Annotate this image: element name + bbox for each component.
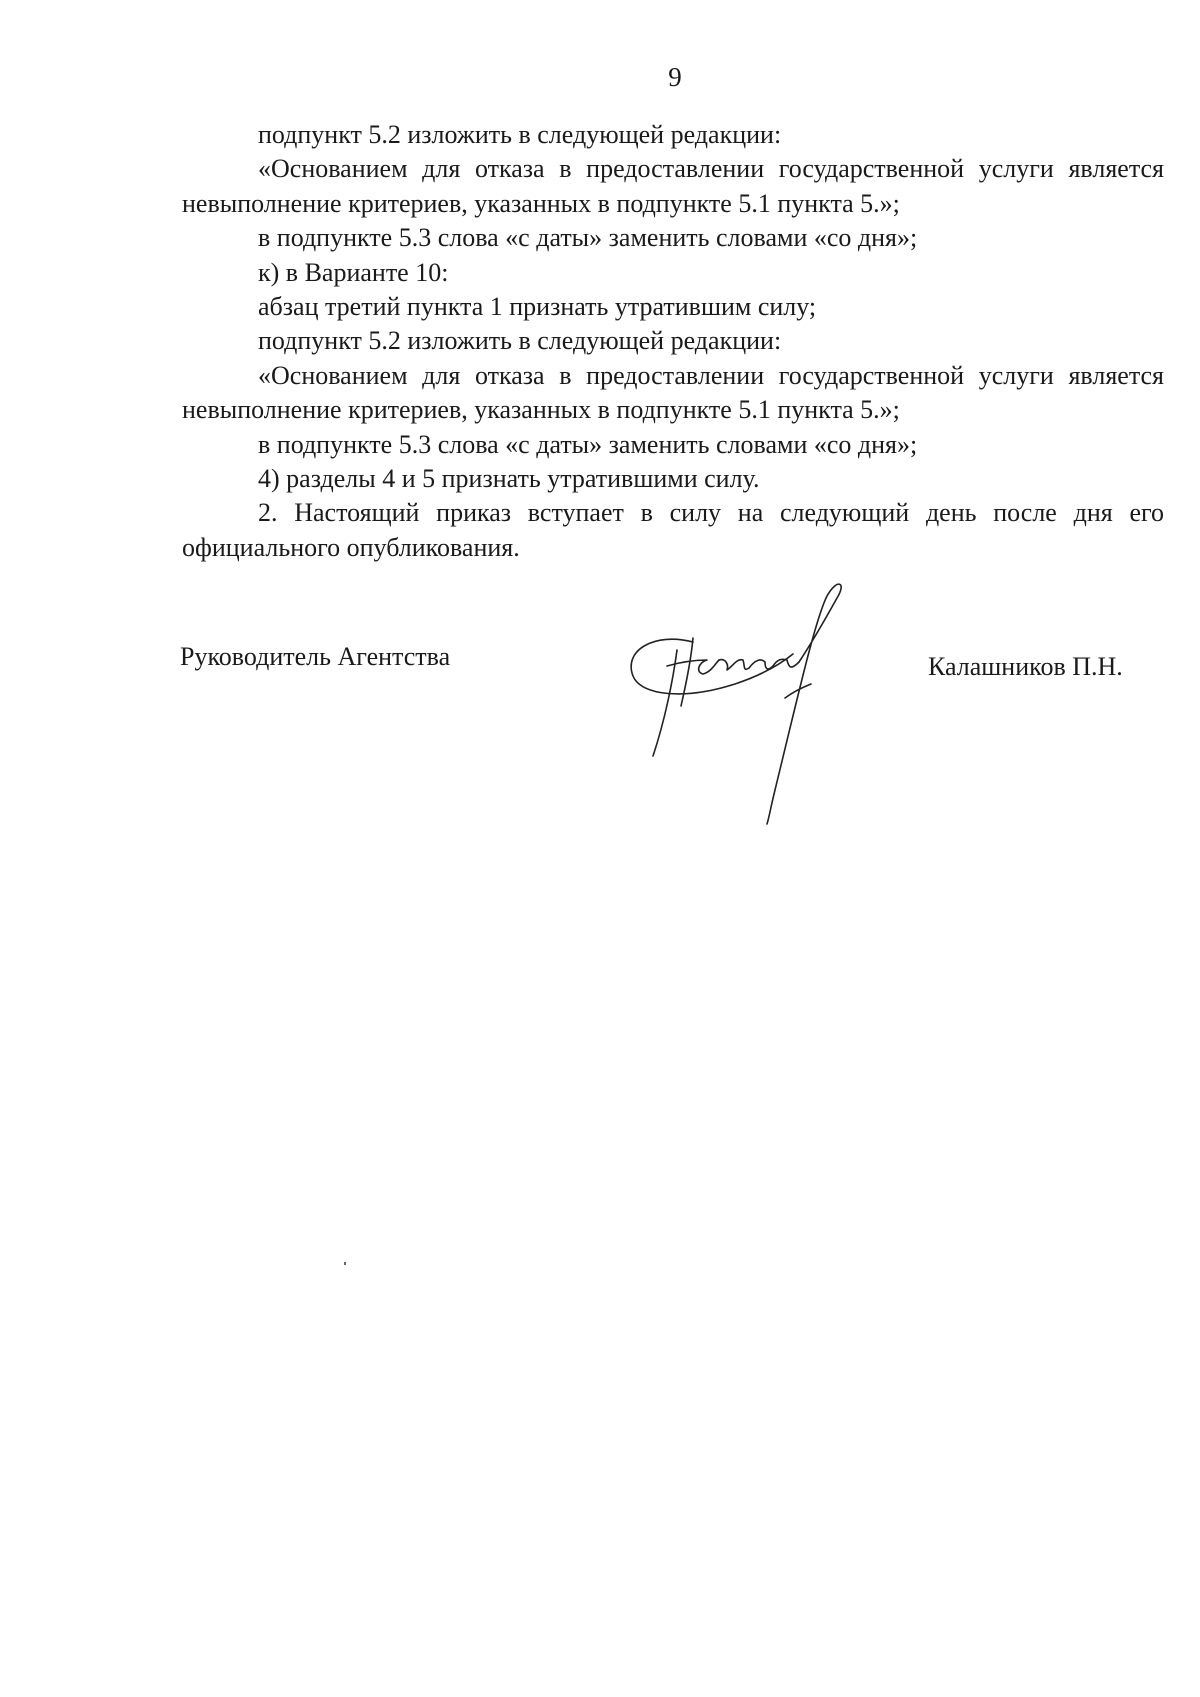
page-number: 9 bbox=[668, 62, 682, 92]
paragraph: 4) разделы 4 и 5 признать утратившими силу. bbox=[258, 464, 760, 494]
signatory-role: Руководитель Агентства bbox=[180, 642, 451, 671]
paragraph: абзац третий пункта 1 признать утратившим силу; bbox=[258, 292, 817, 322]
paragraph: в подпункте 5.3 слова «с даты» заменить словами «со дня»; bbox=[258, 223, 918, 253]
paragraph: подпункт 5.2 изложить в следующей редакции: bbox=[258, 120, 782, 149]
paragraph: в подпункте 5.3 слова «с даты» заменить словами «со дня»; bbox=[258, 429, 918, 459]
paragraph: «Основанием для отказа в предоставлении государственной услуги является невыполнение критериев, указанных в подпункте 5.1 пункта 5.»; bbox=[182, 360, 1164, 425]
handwritten-signature bbox=[615, 580, 915, 830]
paragraph: подпункт 5.2 изложить в следующей редакции: bbox=[258, 326, 782, 356]
document-body bbox=[182, 118, 1164, 565]
signatory-name: Калашников П.Н. bbox=[928, 652, 1123, 681]
paragraph: к) в Варианте 10: bbox=[258, 257, 449, 287]
paragraph: «Основанием для отказа в предоставлении государственной услуги является невыполнение критериев, указанных в подпункте 5.1 пункта 5.»; bbox=[182, 154, 1164, 218]
scan-speck bbox=[344, 1262, 346, 1265]
paragraph: 2. Настоящий приказ вступает в силу на следующий день после дня его официального опубликования. bbox=[182, 498, 1164, 562]
